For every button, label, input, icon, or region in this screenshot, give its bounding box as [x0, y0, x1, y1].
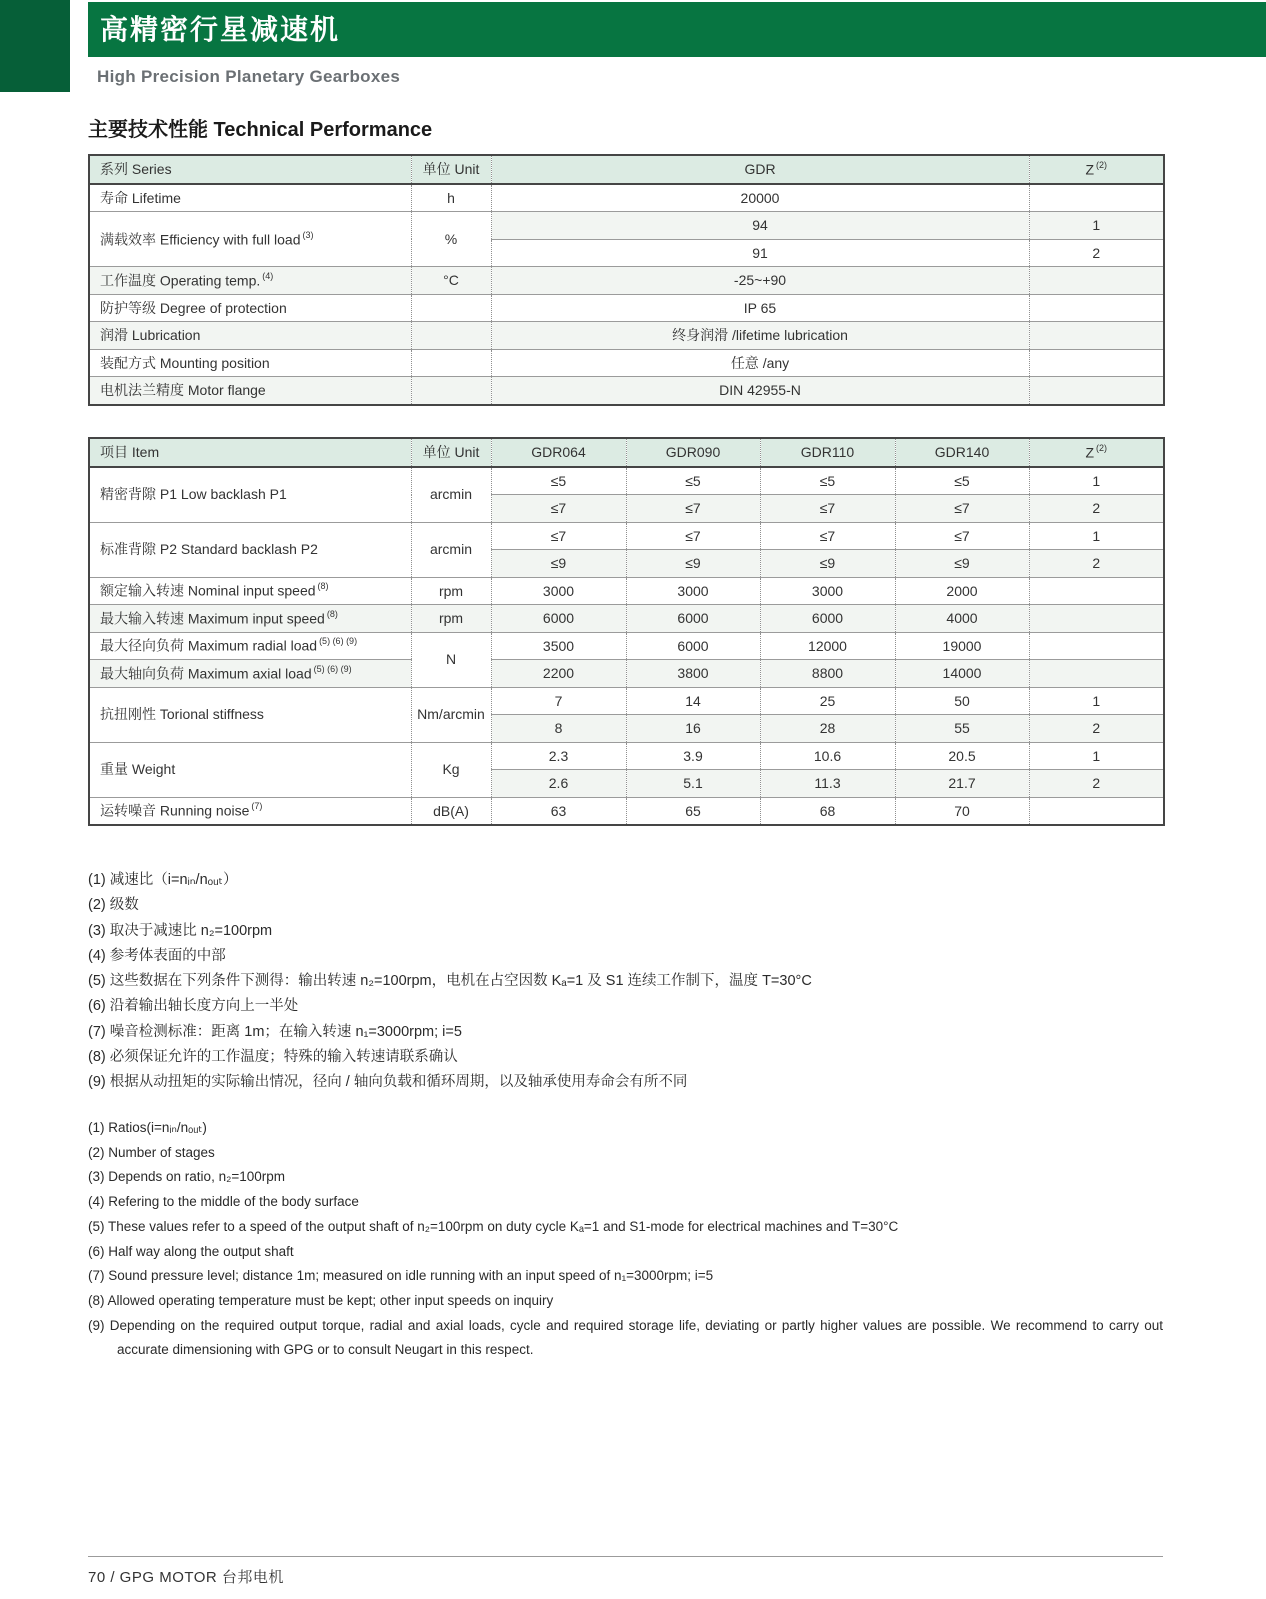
cell-empty — [1029, 605, 1164, 633]
cell-empty — [1029, 322, 1164, 350]
cell-value: ≤7 — [760, 522, 895, 550]
cell-empty — [411, 349, 491, 377]
cell-value: ≤7 — [760, 495, 895, 523]
table-row-protection — [89, 294, 1164, 322]
cell-unit: Nm/arcmin — [411, 687, 491, 742]
cell-value: 12000 — [760, 632, 895, 660]
cell-label: 防护等级 Degree of protection — [89, 294, 411, 322]
footnote-item: (1) Ratios(i=nᵢₙ/nₒᵤₜ) — [88, 1120, 207, 1135]
footnote-ref: (7) — [251, 801, 263, 812]
table-row-weight-1 — [89, 742, 1164, 770]
footnotes-zh — [88, 868, 1163, 1096]
footnote-item: (9) Depending on the required output torque, radial and axial loads, cycle and required storage life, deviating or partly higher values are possible. We recommend to carry out accurate dimensioning with GPG or to consult Neugart in this respect. — [88, 1317, 1163, 1358]
cell-value: 91 — [491, 239, 1029, 267]
cell-empty — [1029, 797, 1164, 825]
footnote-item: (4) 参考体表面的中部 — [88, 947, 226, 964]
cell-value: 6000 — [626, 632, 760, 660]
cell-value: 8 — [491, 715, 626, 743]
cell-value: 6000 — [491, 605, 626, 633]
cell-label: 标准背隙 P2 Standard backlash P2 — [89, 522, 411, 577]
cell-unit: h — [411, 184, 491, 212]
cell-label — [89, 577, 411, 605]
page-header-bar — [88, 2, 1266, 57]
cell-value: 4000 — [895, 605, 1029, 633]
cell-value: 25 — [760, 687, 895, 715]
cell-value: ≤9 — [895, 550, 1029, 578]
cell-value: 6000 — [626, 605, 760, 633]
series-performance-table — [88, 154, 1165, 406]
row-label-text: 额定输入转速 Nominal input speed — [100, 583, 316, 600]
cell-label: 装配方式 Mounting position — [89, 349, 411, 377]
cell-empty — [411, 322, 491, 350]
footnotes-en — [88, 1116, 1163, 1363]
cell-empty — [1029, 577, 1164, 605]
cell-value: 20.5 — [895, 742, 1029, 770]
table-row-axial-load — [89, 660, 1164, 688]
cell-value: 3000 — [491, 577, 626, 605]
cell-value: ≤5 — [626, 467, 760, 495]
header-z-text: Z — [1085, 444, 1095, 461]
header-cell-z — [1029, 438, 1164, 467]
cell-value: 7 — [491, 687, 626, 715]
footnote-item: (7) Sound pressure level; distance 1m; measured on idle running with an input speed of n₁=3000rpm; i=5 — [88, 1268, 714, 1284]
cell-empty — [1029, 349, 1164, 377]
cell-value: 3.9 — [626, 742, 760, 770]
cell-empty — [411, 377, 491, 405]
cell-value: ≤9 — [491, 550, 626, 578]
cell-z: 2 — [1029, 715, 1164, 743]
cell-label: 精密背隙 P1 Low backlash P1 — [89, 467, 411, 523]
cell-unit: arcmin — [411, 467, 491, 523]
table-row-noise — [89, 797, 1164, 825]
header-cell-z — [1029, 155, 1164, 184]
cell-value: ≤7 — [895, 522, 1029, 550]
footnote-item: (5) 这些数据在下列条件下测得：输出转速 n₂=100rpm，电机在占空因数 Kₐ=1 及 S1 连续工作制下，温度 T=30°C — [88, 973, 812, 990]
cell-value: 14000 — [895, 660, 1029, 688]
footnote-ref: (2) — [1096, 159, 1108, 170]
cell-unit: rpm — [411, 605, 491, 633]
cell-label — [89, 632, 411, 660]
cell-z: 1 — [1029, 467, 1164, 495]
corner-accent-block — [0, 0, 70, 92]
cell-unit: arcmin — [411, 522, 491, 577]
cell-value: 21.7 — [895, 770, 1029, 798]
table-row-low-backlash-1 — [89, 467, 1164, 495]
cell-unit: % — [411, 212, 491, 267]
cell-z: 1 — [1029, 522, 1164, 550]
page-footer: 70 / GPG MOTOR 台邦电机 — [88, 1569, 284, 1586]
table-header-row — [89, 155, 1164, 184]
cell-unit: Kg — [411, 742, 491, 797]
cell-value: ≤5 — [491, 467, 626, 495]
cell-value: 50 — [895, 687, 1029, 715]
cell-label: 润滑 Lubrication — [89, 322, 411, 350]
cell-label — [89, 267, 411, 295]
table-row-efficiency-1 — [89, 212, 1164, 240]
table-row-lubrication — [89, 322, 1164, 350]
cell-value: 8800 — [760, 660, 895, 688]
cell-empty — [1029, 184, 1164, 212]
footnote-item: (8) Allowed operating temperature must be kept; other input speeds on inquiry — [88, 1292, 554, 1308]
header-cell-unit: 单位 Unit — [411, 155, 491, 184]
table-row-radial-load — [89, 632, 1164, 660]
row-label-text: 运转噪音 Running noise — [100, 803, 250, 820]
cell-value: ≤9 — [760, 550, 895, 578]
footnote-ref: (5) (6) (9) — [319, 636, 358, 647]
footnote-item: (2) 级数 — [88, 897, 139, 914]
footnote-item: (6) Half way along the output shaft — [88, 1243, 294, 1259]
cell-value: 2.3 — [491, 742, 626, 770]
header-z-text: Z — [1085, 161, 1095, 178]
table-row-nominal-speed — [89, 577, 1164, 605]
cell-value: 2000 — [895, 577, 1029, 605]
cell-empty — [1029, 660, 1164, 688]
footnote-item: (5) These values refer to a speed of the output shaft of n₂=100rpm on duty cycle Kₐ=1 and S1-mode for electrical machines and T=30°C — [88, 1218, 899, 1234]
cell-empty — [1029, 632, 1164, 660]
cell-empty — [411, 294, 491, 322]
table-row-max-speed — [89, 605, 1164, 633]
cell-unit: dB(A) — [411, 797, 491, 825]
cell-value: ≤7 — [491, 495, 626, 523]
cell-z: 1 — [1029, 212, 1164, 240]
cell-z: 2 — [1029, 495, 1164, 523]
cell-value: ≤9 — [626, 550, 760, 578]
footnote-item: (9) 根据从动扭矩的实际输出情况，径向 / 轴向负载和循环周期，以及轴承使用寿命会有所不同 — [88, 1074, 688, 1091]
cell-label — [89, 797, 411, 825]
cell-value: 2.6 — [491, 770, 626, 798]
row-label-text: 最大输入转速 Maximum input speed — [100, 610, 325, 627]
cell-empty — [1029, 294, 1164, 322]
cell-value: ≤5 — [760, 467, 895, 495]
cell-value: 任意 /any — [491, 349, 1029, 377]
cell-value: 11.3 — [760, 770, 895, 798]
table-row-stiffness-1 — [89, 687, 1164, 715]
footnote-ref: (8) — [317, 581, 329, 592]
cell-value: 68 — [760, 797, 895, 825]
cell-empty — [1029, 377, 1164, 405]
cell-z: 1 — [1029, 742, 1164, 770]
cell-value: 55 — [895, 715, 1029, 743]
header-cell-model: GDR064 — [491, 438, 626, 467]
page-subtitle: High Precision Planetary Gearboxes — [97, 67, 401, 86]
cell-value: ≤7 — [491, 522, 626, 550]
cell-value: 28 — [760, 715, 895, 743]
cell-value: 6000 — [760, 605, 895, 633]
cell-unit: rpm — [411, 577, 491, 605]
cell-z: 2 — [1029, 239, 1164, 267]
cell-label: 抗扭刚性 Torional stiffness — [89, 687, 411, 742]
cell-unit: N — [411, 632, 491, 687]
cell-value: 2200 — [491, 660, 626, 688]
cell-value: ≤5 — [895, 467, 1029, 495]
header-cell-item: 项目 Item — [89, 438, 411, 467]
footnote-item: (2) Number of stages — [88, 1144, 215, 1160]
cell-value: 3000 — [760, 577, 895, 605]
cell-value: 65 — [626, 797, 760, 825]
cell-value: 63 — [491, 797, 626, 825]
cell-value: 3000 — [626, 577, 760, 605]
cell-label: 电机法兰精度 Motor flange — [89, 377, 411, 405]
table-row-motor-flange — [89, 377, 1164, 405]
cell-value: 19000 — [895, 632, 1029, 660]
cell-value: 14 — [626, 687, 760, 715]
footnote-ref: (2) — [1096, 442, 1108, 453]
footnote-item: (7) 噪音检测标准：距离 1m；在输入转速 n₁=3000rpm; i=5 — [88, 1023, 462, 1040]
cell-z: 2 — [1029, 770, 1164, 798]
cell-value: 20000 — [491, 184, 1029, 212]
cell-value: ≤7 — [626, 522, 760, 550]
footnote-item: (6) 沿着输出轴长度方向上一半处 — [88, 998, 299, 1015]
row-label-text: 工作温度 Operating temp. — [100, 272, 261, 289]
footnote-item: (3) 取决于减速比 n₂=100rpm — [88, 922, 273, 939]
cell-value: IP 65 — [491, 294, 1029, 322]
cell-value: 5.1 — [626, 770, 760, 798]
cell-value: 70 — [895, 797, 1029, 825]
header-cell-model: GDR110 — [760, 438, 895, 467]
page-title: 高精密行星减速机 — [100, 14, 341, 45]
row-label-text: 最大径向负荷 Maximum radial load — [100, 638, 318, 655]
table-row-operating-temp — [89, 267, 1164, 295]
table-header-row — [89, 438, 1164, 467]
footnote-ref: (3) — [302, 229, 314, 240]
table-row-mounting — [89, 349, 1164, 377]
cell-label — [89, 660, 411, 688]
cell-value: 终身润滑 /lifetime lubrication — [491, 322, 1029, 350]
cell-value: 16 — [626, 715, 760, 743]
table-row-lifetime — [89, 184, 1164, 212]
cell-value: DIN 42955-N — [491, 377, 1029, 405]
footnote-item: (3) Depends on ratio, n₂=100rpm — [88, 1169, 285, 1185]
footnote-item: (4) Refering to the middle of the body surface — [88, 1194, 359, 1210]
footnote-ref: (8) — [326, 608, 338, 619]
cell-label — [89, 605, 411, 633]
cell-label — [89, 212, 411, 267]
cell-label: 重量 Weight — [89, 742, 411, 797]
cell-value: 3800 — [626, 660, 760, 688]
footnote-item: (1) 减速比（i=nᵢₙ/nₒᵤₜ） — [88, 872, 238, 888]
footnote-ref: (4) — [262, 270, 274, 281]
header-cell-series: 系列 Series — [89, 155, 411, 184]
cell-z: 1 — [1029, 687, 1164, 715]
footnote-item: (8) 必须保证允许的工作温度；特殊的输入转速请联系确认 — [88, 1049, 458, 1066]
cell-label: 寿命 Lifetime — [89, 184, 411, 212]
header-cell-model: GDR090 — [626, 438, 760, 467]
model-performance-table — [88, 437, 1165, 826]
footer-divider — [88, 1556, 1163, 1557]
cell-value: ≤7 — [626, 495, 760, 523]
cell-value: -25~+90 — [491, 267, 1029, 295]
cell-value: 94 — [491, 212, 1029, 240]
header-cell-unit: 单位 Unit — [411, 438, 491, 467]
table-row-standard-backlash-1 — [89, 522, 1164, 550]
cell-z: 2 — [1029, 550, 1164, 578]
row-label-text: 最大轴向负荷 Maximum axial load — [100, 665, 312, 682]
cell-value: 3500 — [491, 632, 626, 660]
header-cell-gdr: GDR — [491, 155, 1029, 184]
cell-value: 10.6 — [760, 742, 895, 770]
footnote-ref: (5) (6) (9) — [313, 663, 352, 674]
cell-empty — [1029, 267, 1164, 295]
cell-unit: °C — [411, 267, 491, 295]
section-title: 主要技术性能 Technical Performance — [88, 119, 433, 141]
row-label-text: 满载效率 Efficiency with full load — [100, 231, 301, 248]
header-cell-model: GDR140 — [895, 438, 1029, 467]
cell-value: ≤7 — [895, 495, 1029, 523]
